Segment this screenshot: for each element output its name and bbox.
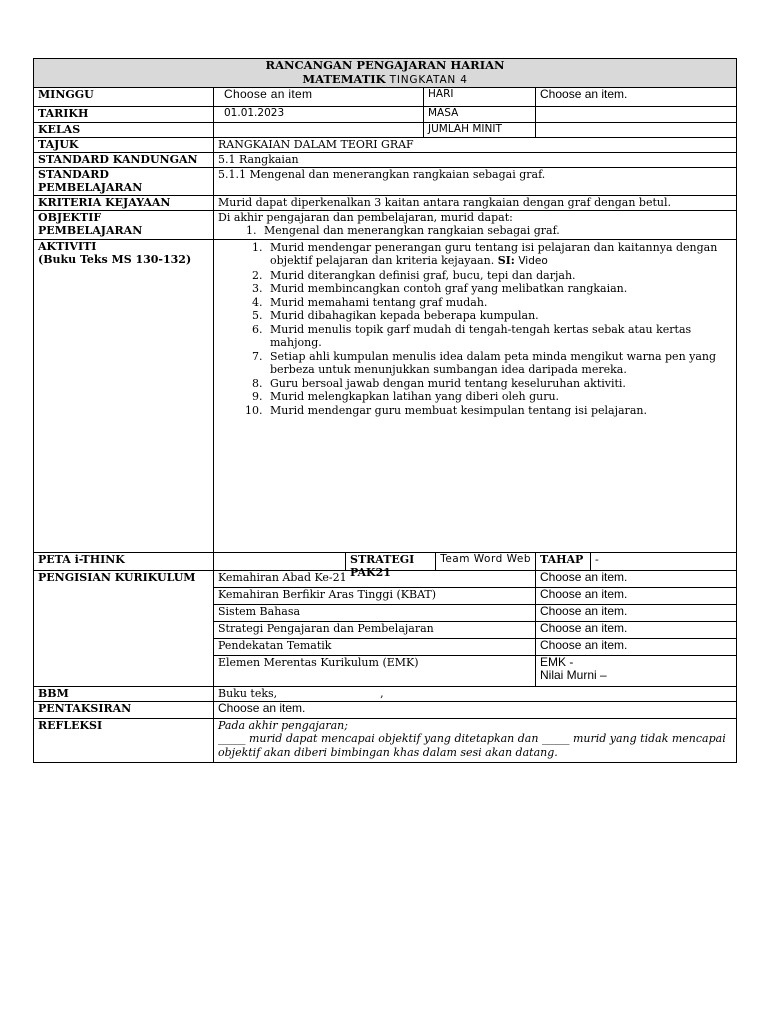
objektif-label: OBJEKTIF PEMBELAJARAN xyxy=(34,210,214,239)
aktiviti-list xyxy=(218,241,732,418)
bbm-label: BBM xyxy=(34,686,214,701)
aktiviti-item: 8. Guru bersoal jawab dengan murid tentang keseluruhan aktiviti. xyxy=(266,377,732,391)
level-field[interactable]: TINGKATAN 4 xyxy=(389,73,468,86)
minggu-label: MINGGU xyxy=(34,88,214,107)
row-bbm xyxy=(34,686,737,701)
pengisian-item-name: Pendekatan Tematik xyxy=(214,638,536,655)
tajuk-label: TAJUK xyxy=(34,137,214,152)
hari-label: HARI xyxy=(424,88,536,107)
aktiviti-item: 5. Murid dibahagikan kepada beberapa kumpulan. xyxy=(266,309,732,323)
row-standard-pembelajaran xyxy=(34,167,737,195)
standard-pembelajaran-label: STANDARD PEMBELAJARAN xyxy=(34,167,214,195)
tahap-label: TAHAP xyxy=(536,552,591,570)
standard-pembelajaran-value[interactable]: 5.1.1 Mengenal dan menerangkan rangkaian sebagai graf. xyxy=(214,167,737,195)
aktiviti-item: 7. Setiap ahli kumpulan menulis idea dalam peta minda mengikut warna pen yang berbeza untuk menunjukkan sumbangan idea daripada mereka. xyxy=(266,350,732,377)
plan-title: RANCANGAN PENGAJARAN HARIAN xyxy=(265,58,505,72)
bbm-value: Buku teks, xyxy=(218,686,278,700)
lesson-plan-table xyxy=(33,58,737,763)
subject-label: MATEMATIK xyxy=(302,71,386,86)
pengisian-item-name: Kemahiran Abad Ke-21 xyxy=(214,570,536,587)
peta-label: PETA i-THINK xyxy=(34,552,214,570)
aktiviti-item: 6. Murid menulis topik garf mudah di tengah-tengah kertas sebak atau kertas mahjong. xyxy=(266,323,732,350)
pengisian-item-name: Strategi Pengajaran dan Pembelajaran xyxy=(214,621,536,638)
objektif-intro: Di akhir pengajaran dan pembelajaran, murid dapat: xyxy=(218,210,513,224)
aktiviti-cell[interactable] xyxy=(214,239,737,552)
pengisian-label: PENGISIAN KURIKULUM xyxy=(34,570,214,686)
standard-kandungan-label: STANDARD KANDUNGAN xyxy=(34,152,214,167)
row-kriteria-kejayaan xyxy=(34,195,737,210)
row-minggu xyxy=(34,88,737,107)
nilai-murni-value: Nilai Murni – xyxy=(540,668,607,682)
tarikh-label: TARIKH xyxy=(34,107,214,123)
refleksi-cell[interactable] xyxy=(214,718,737,762)
si-dropdown[interactable]: Video xyxy=(518,255,548,267)
row-peta xyxy=(34,552,737,570)
aktiviti-item: 4. Murid memahami tentang graf mudah. xyxy=(266,296,732,310)
bbm-extra: , xyxy=(380,686,384,700)
aktiviti-item: 10. Murid mendengar guru membuat kesimpulan tentang isi pelajaran. xyxy=(266,404,732,418)
bbm-cell[interactable] xyxy=(214,686,737,701)
pengisian-item-dropdown[interactable]: Choose an item. xyxy=(536,638,737,655)
peta-value[interactable] xyxy=(214,552,346,570)
row-pentaksiran xyxy=(34,701,737,718)
aktiviti-sublabel: (Buku Teks MS 130-132) xyxy=(38,253,192,266)
standard-kandungan-value[interactable]: 5.1 Rangkaian xyxy=(214,152,737,167)
hari-dropdown[interactable]: Choose an item. xyxy=(536,88,737,107)
masa-label: MASA xyxy=(424,107,536,123)
pentaksiran-label: PENTAKSIRAN xyxy=(34,701,214,718)
emk-name: Elemen Merentas Kurikulum (EMK) xyxy=(214,655,536,686)
kriteria-kejayaan-value[interactable]: Murid dapat diperkenalkan 3 kaitan antara rangkaian dengan graf dengan betul. xyxy=(214,195,737,210)
pengisian-item-dropdown[interactable]: Choose an item. xyxy=(536,621,737,638)
strategi-cell xyxy=(346,552,536,579)
objektif-list xyxy=(218,224,732,238)
kelas-field[interactable] xyxy=(214,123,424,138)
tarikh-field[interactable]: 01.01.2023 xyxy=(214,107,424,123)
kelas-label: KELAS xyxy=(34,123,214,138)
kriteria-kejayaan-label: KRITERIA KEJAYAAN xyxy=(34,195,214,210)
tahap-value[interactable]: - xyxy=(591,552,737,570)
jumlah-minit-label: JUMLAH MINIT xyxy=(424,123,536,138)
aktiviti-label: AKTIVITI xyxy=(38,239,97,253)
strategi-label: STRATEGI PAK21 xyxy=(346,553,436,570)
refleksi-label: REFLEKSI xyxy=(34,718,214,762)
header-cell xyxy=(34,59,737,88)
pengisian-item-name: Sistem Bahasa xyxy=(214,604,536,621)
aktiviti-item: 9. Murid melengkapkan latihan yang diberi oleh guru. xyxy=(266,390,732,404)
aktiviti-item: 2. Murid diterangkan definisi graf, bucu, tepi dan darjah. xyxy=(266,269,732,283)
objektif-cell[interactable] xyxy=(214,210,737,239)
jumlah-minit-field[interactable] xyxy=(536,123,737,138)
si-label: SI: xyxy=(497,254,515,267)
row-tarikh xyxy=(34,107,737,123)
pengisian-item-name: Kemahiran Berfikir Aras Tinggi (KBAT) xyxy=(214,587,536,604)
row-aktiviti xyxy=(34,239,737,552)
aktiviti-item xyxy=(266,241,732,269)
refleksi-line2: _____ murid dapat mencapai objektif yang ditetapkan dan _____ murid yang tidak mencapai objektif akan diberi bimbingan khas dalam sesi akan datang. xyxy=(218,732,726,759)
strategi-dropdown[interactable]: Team Word Web xyxy=(440,552,531,565)
row-standard-kandungan xyxy=(34,152,737,167)
refleksi-line1: Pada akhir pengajaran; xyxy=(218,718,348,732)
emk-cell[interactable] xyxy=(536,655,737,686)
pentaksiran-dropdown[interactable]: Choose an item. xyxy=(214,701,737,718)
masa-field[interactable] xyxy=(536,107,737,123)
pengisian-item-dropdown[interactable]: Choose an item. xyxy=(536,604,737,621)
row-tajuk xyxy=(34,137,737,152)
pengisian-item-dropdown[interactable]: Choose an item. xyxy=(536,570,737,587)
tajuk-value[interactable]: RANGKAIAN DALAM TEORI GRAF xyxy=(214,137,737,152)
emk-value: EMK - xyxy=(540,654,574,669)
aktiviti-item: 3. Murid membincangkan contoh graf yang melibatkan rangkaian. xyxy=(266,282,732,296)
row-kelas xyxy=(34,123,737,138)
row-objektif xyxy=(34,210,737,239)
aktiviti-item-text: Murid mendengar penerangan guru tentang isi pelajaran dan kaitannya dengan objektif pelajaran dan kriteria kejayaan. xyxy=(270,240,718,267)
subject-line xyxy=(38,73,732,88)
pengisian-item-dropdown[interactable]: Choose an item. xyxy=(536,587,737,604)
minggu-dropdown[interactable]: Choose an item xyxy=(214,88,424,107)
aktiviti-label-cell xyxy=(34,239,214,552)
row-refleksi xyxy=(34,718,737,762)
objektif-item: 1. Mengenal dan menerangkan rangkaian sebagai graf. xyxy=(260,224,732,238)
header-row xyxy=(34,59,737,88)
